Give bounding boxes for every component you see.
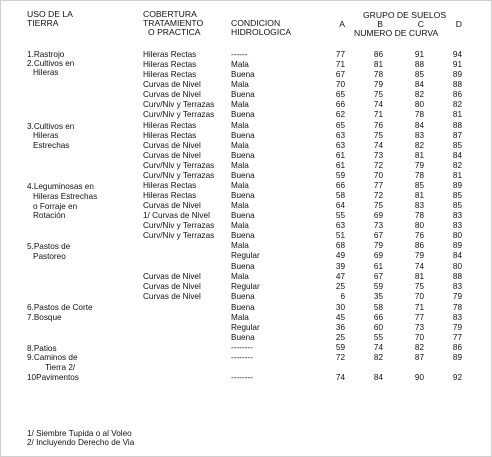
curve-value-cell: 76 [373, 121, 383, 130]
curve-value-cell: 75 [373, 131, 383, 140]
curve-value-cell: 94 [452, 50, 462, 59]
curve-value-cell: 66 [335, 100, 345, 109]
condition-cell: Buena [231, 231, 255, 240]
use-label: 3.Cultivos en [27, 122, 75, 131]
curve-value-cell: 35 [373, 292, 383, 301]
curve-value-cell: 70 [414, 333, 424, 342]
curve-value-cell: 47 [335, 272, 345, 281]
curve-value-cell: 85 [452, 191, 462, 200]
cover-cell: Curv/Niv y Terrazas [143, 171, 215, 180]
curve-value-cell: 87 [414, 353, 424, 362]
curve-value-cell: 78 [373, 70, 383, 79]
cover-cell: Hileras Rectas [143, 50, 197, 59]
condition-cell: -------- [231, 373, 253, 382]
curve-value-cell: 59 [373, 282, 383, 291]
curve-value-cell: 85 [414, 70, 424, 79]
use-label: 6.Pastos de Corte [27, 303, 93, 312]
condition-cell: ------ [231, 50, 248, 59]
curve-value-cell: 74 [414, 262, 424, 271]
header-letter-c: C [417, 19, 424, 29]
condition-cell: -------- [231, 353, 253, 362]
cover-cell: Curvas de Nivel [143, 141, 201, 150]
curve-value-cell: 63 [335, 141, 345, 150]
curve-value-cell: 63 [335, 131, 345, 140]
curve-value-cell: 67 [373, 272, 383, 281]
curve-value-cell: 73 [414, 323, 424, 332]
condition-cell: Mala [231, 60, 249, 69]
curve-value-cell: 86 [452, 343, 462, 352]
condition-cell: Mala [231, 272, 249, 281]
curve-value-cell: 30 [335, 303, 345, 312]
curve-value-cell: 84 [452, 151, 462, 160]
curve-value-cell: 55 [335, 211, 345, 220]
curve-value-cell: 84 [373, 373, 383, 382]
curve-value-cell: 25 [335, 333, 345, 342]
curve-value-cell: 91 [452, 60, 462, 69]
header-cover-line1: COBERTURA [143, 9, 197, 19]
use-label: 9.Caminos de [27, 353, 78, 362]
curve-value-cell: 51 [335, 231, 345, 240]
curve-value-cell: 81 [414, 191, 424, 200]
curve-value-cell: 70 [373, 171, 383, 180]
cover-cell: Curv/Niv y Terrazas [143, 161, 215, 170]
curve-value-cell: 84 [452, 251, 462, 260]
curve-value-cell: 82 [452, 100, 462, 109]
curve-value-cell: 39 [335, 262, 345, 271]
header-letter-b: B [377, 19, 383, 29]
curve-value-cell: 89 [452, 241, 462, 250]
curve-value-cell: 91 [414, 50, 424, 59]
condition-cell: Regular [231, 282, 260, 291]
condition-cell: Mala [231, 241, 249, 250]
condition-cell: Buena [231, 191, 255, 200]
condition-cell: Mala [231, 121, 249, 130]
use-label: Hileras Estrechas [33, 192, 98, 201]
condition-cell: -------- [231, 343, 253, 352]
curve-value-cell: 6 [340, 292, 345, 301]
curve-value-cell: 77 [452, 333, 462, 342]
curve-value-cell: 45 [335, 313, 345, 322]
curve-value-cell: 89 [452, 181, 462, 190]
cover-cell: Curvas de Nivel [143, 282, 201, 291]
curve-value-cell: 77 [414, 313, 424, 322]
cover-cell: Curv/Niv y Terrazas [143, 100, 215, 109]
use-label: Estrechas [33, 141, 70, 150]
curve-value-cell: 72 [335, 353, 345, 362]
curve-value-cell: 86 [452, 90, 462, 99]
curve-value-cell: 83 [414, 201, 424, 210]
condition-cell: Buena [231, 131, 255, 140]
curve-value-cell: 65 [335, 90, 345, 99]
curve-value-cell: 83 [414, 131, 424, 140]
cover-cell: Curv/Niv y Terrazas [143, 221, 215, 230]
condition-cell: Buena [231, 110, 255, 119]
header-use-line2: TIERRA [27, 18, 59, 28]
curve-value-cell: 88 [452, 121, 462, 130]
curve-value-cell: 85 [452, 141, 462, 150]
header-cover-line3: O PRACTICA [148, 27, 201, 37]
use-label: o Forraje en [33, 202, 78, 211]
curve-value-cell: 59 [335, 171, 345, 180]
curve-value-cell: 78 [414, 171, 424, 180]
curve-value-cell: 58 [335, 191, 345, 200]
curve-value-cell: 89 [452, 70, 462, 79]
curve-value-cell: 78 [414, 110, 424, 119]
curve-value-cell: 61 [335, 161, 345, 170]
curve-value-cell: 90 [414, 373, 424, 382]
footnote-2: 2/ Incluyendo Derecho de Via [27, 438, 135, 447]
curve-value-cell: 74 [373, 343, 383, 352]
use-label: 1.Rastrojo [27, 50, 65, 59]
curve-value-cell: 85 [452, 201, 462, 210]
use-label: 10Pavimentos [27, 373, 79, 382]
curve-value-cell: 77 [373, 181, 383, 190]
curve-value-cell: 71 [373, 110, 383, 119]
curve-value-cell: 62 [335, 110, 345, 119]
curve-value-cell: 80 [452, 262, 462, 271]
condition-cell: Buena [231, 151, 255, 160]
curve-value-cell: 63 [335, 221, 345, 230]
condition-cell: Mala [231, 100, 249, 109]
curve-value-cell: 77 [335, 50, 345, 59]
cover-cell: Hileras Rectas [143, 181, 197, 190]
curve-value-cell: 80 [414, 221, 424, 230]
condition-cell: Buena [231, 333, 255, 342]
curve-value-cell: 81 [414, 272, 424, 281]
use-label: Hileras [33, 131, 59, 140]
curve-value-cell: 79 [414, 161, 424, 170]
curve-value-cell: 72 [373, 191, 383, 200]
curve-value-cell: 58 [373, 303, 383, 312]
cover-cell: Hileras Rectas [143, 191, 197, 200]
footnote-1: 1/ Siembre Tupida o al Voleo [27, 429, 132, 438]
curve-value-cell: 86 [414, 241, 424, 250]
use-label: 7.Bosque [27, 313, 62, 322]
header-condition-line2: HIDROLOGICA [231, 27, 292, 37]
cover-cell: Curvas de Nivel [143, 80, 201, 89]
cover-cell: 1/ Curvas de Nivel [143, 211, 210, 220]
cover-cell: Curv/Niv y Terrazas [143, 231, 215, 240]
curve-value-cell: 59 [335, 343, 345, 352]
curve-value-cell: 88 [452, 80, 462, 89]
condition-cell: Mala [231, 181, 249, 190]
curve-value-cell: 88 [452, 272, 462, 281]
curve-value-cell: 89 [452, 353, 462, 362]
curve-value-cell: 81 [452, 110, 462, 119]
condition-cell: Regular [231, 323, 260, 332]
curve-value-cell: 61 [335, 151, 345, 160]
curve-value-cell: 60 [373, 323, 383, 332]
curve-value-cell: 70 [335, 80, 345, 89]
curve-value-cell: 36 [335, 323, 345, 332]
curve-value-cell: 55 [373, 333, 383, 342]
curve-value-cell: 69 [373, 211, 383, 220]
cover-cell: Curvas de Nivel [143, 201, 201, 210]
curve-value-cell: 82 [373, 353, 383, 362]
cover-cell: Hileras Rectas [143, 70, 197, 79]
curve-value-cell: 79 [452, 292, 462, 301]
curve-value-cell: 25 [335, 282, 345, 291]
condition-cell: Buena [231, 90, 255, 99]
use-label: 5.Pastos de [27, 242, 71, 251]
curve-value-cell: 67 [373, 231, 383, 240]
curve-value-cell: 82 [452, 161, 462, 170]
curve-value-cell: 74 [373, 100, 383, 109]
header-use-line1: USO DE LA [27, 9, 73, 19]
curve-value-cell: 87 [452, 131, 462, 140]
curve-value-cell: 81 [414, 151, 424, 160]
header-letter-d: D [455, 19, 462, 29]
curve-value-cell: 80 [414, 100, 424, 109]
curve-value-cell: 78 [452, 303, 462, 312]
curve-value-cell: 92 [452, 373, 462, 382]
header-letter-a: A [339, 19, 345, 29]
cover-cell: Hileras Rectas [143, 121, 197, 130]
curve-value-cell: 85 [414, 181, 424, 190]
condition-cell: Mala [231, 221, 249, 230]
curve-value-cell: 84 [414, 121, 424, 130]
condition-cell: Buena [231, 262, 255, 271]
curve-value-cell: 74 [335, 373, 345, 382]
curve-value-cell: 86 [373, 50, 383, 59]
curve-value-cell: 82 [414, 343, 424, 352]
curve-value-cell: 84 [414, 80, 424, 89]
use-label: Rotación [33, 211, 66, 220]
curve-value-cell: 72 [373, 161, 383, 170]
condition-cell: Buena [231, 171, 255, 180]
curve-value-cell: 73 [373, 151, 383, 160]
header-curve-number: NUMERO DE CURVA [354, 28, 439, 38]
condition-cell: Mala [231, 80, 249, 89]
condition-cell: Buena [231, 303, 255, 312]
curve-value-cell: 71 [414, 303, 424, 312]
condition-cell: Buena [231, 211, 255, 220]
use-label: 4.Leguminosas en [27, 182, 94, 191]
cover-cell: Hileras Rectas [143, 60, 197, 69]
curve-value-cell: 81 [452, 171, 462, 180]
curve-value-cell: 82 [414, 141, 424, 150]
curve-value-cell: 68 [335, 241, 345, 250]
curve-value-cell: 79 [373, 241, 383, 250]
condition-cell: Mala [231, 161, 249, 170]
curve-value-cell: 83 [452, 313, 462, 322]
curve-value-cell: 83 [452, 211, 462, 220]
condition-cell: Mala [231, 141, 249, 150]
curve-value-cell: 75 [373, 90, 383, 99]
header-cover-line2: TRATAMIENTO [143, 18, 204, 28]
curve-value-cell: 69 [373, 251, 383, 260]
cover-cell: Hileras Rectas [143, 131, 197, 140]
condition-cell: Regular [231, 251, 260, 260]
curve-value-cell: 78 [414, 211, 424, 220]
cover-cell: Curvas de Nivel [143, 90, 201, 99]
curve-value-cell: 88 [414, 60, 424, 69]
curve-value-cell: 76 [414, 231, 424, 240]
curve-value-cell: 65 [335, 121, 345, 130]
curve-value-cell: 61 [373, 262, 383, 271]
use-label: Tierra 2/ [45, 363, 76, 372]
use-label: Hileras [33, 68, 59, 77]
condition-cell: Mala [231, 201, 249, 210]
condition-cell: Buena [231, 292, 255, 301]
cover-cell: Curv/Niv y Terrazas [143, 110, 215, 119]
condition-cell: Mala [231, 313, 249, 322]
curve-value-cell: 66 [335, 181, 345, 190]
curve-value-cell: 83 [452, 282, 462, 291]
curve-value-cell: 64 [335, 201, 345, 210]
curve-value-cell: 49 [335, 251, 345, 260]
cover-cell: Curvas de Nivel [143, 292, 201, 301]
curve-value-cell: 74 [373, 141, 383, 150]
use-label: 8.Patios [27, 344, 57, 353]
curve-value-cell: 82 [414, 90, 424, 99]
use-label: 2.Cultivos en [27, 59, 75, 68]
curve-value-cell: 75 [414, 282, 424, 291]
header-condition-line1: CONDICION [231, 18, 281, 28]
curve-value-cell: 80 [452, 231, 462, 240]
use-label: Pastoreo [33, 252, 66, 261]
curve-value-cell: 73 [373, 221, 383, 230]
curve-value-cell: 83 [452, 221, 462, 230]
curve-value-cell: 79 [373, 80, 383, 89]
curve-value-cell: 79 [452, 323, 462, 332]
curve-value-cell: 67 [335, 70, 345, 79]
condition-cell: Buena [231, 70, 255, 79]
curve-value-cell: 71 [335, 60, 345, 69]
cover-cell: Curvas de Nivel [143, 151, 201, 160]
curve-value-cell: 75 [373, 201, 383, 210]
cover-cell: Curvas de Nivel [143, 272, 201, 281]
curve-value-cell: 81 [373, 60, 383, 69]
curve-value-cell: 79 [414, 251, 424, 260]
header-soil-group: GRUPO DE SUELOS [363, 10, 447, 20]
curve-value-cell: 70 [414, 292, 424, 301]
curve-value-cell: 66 [373, 313, 383, 322]
